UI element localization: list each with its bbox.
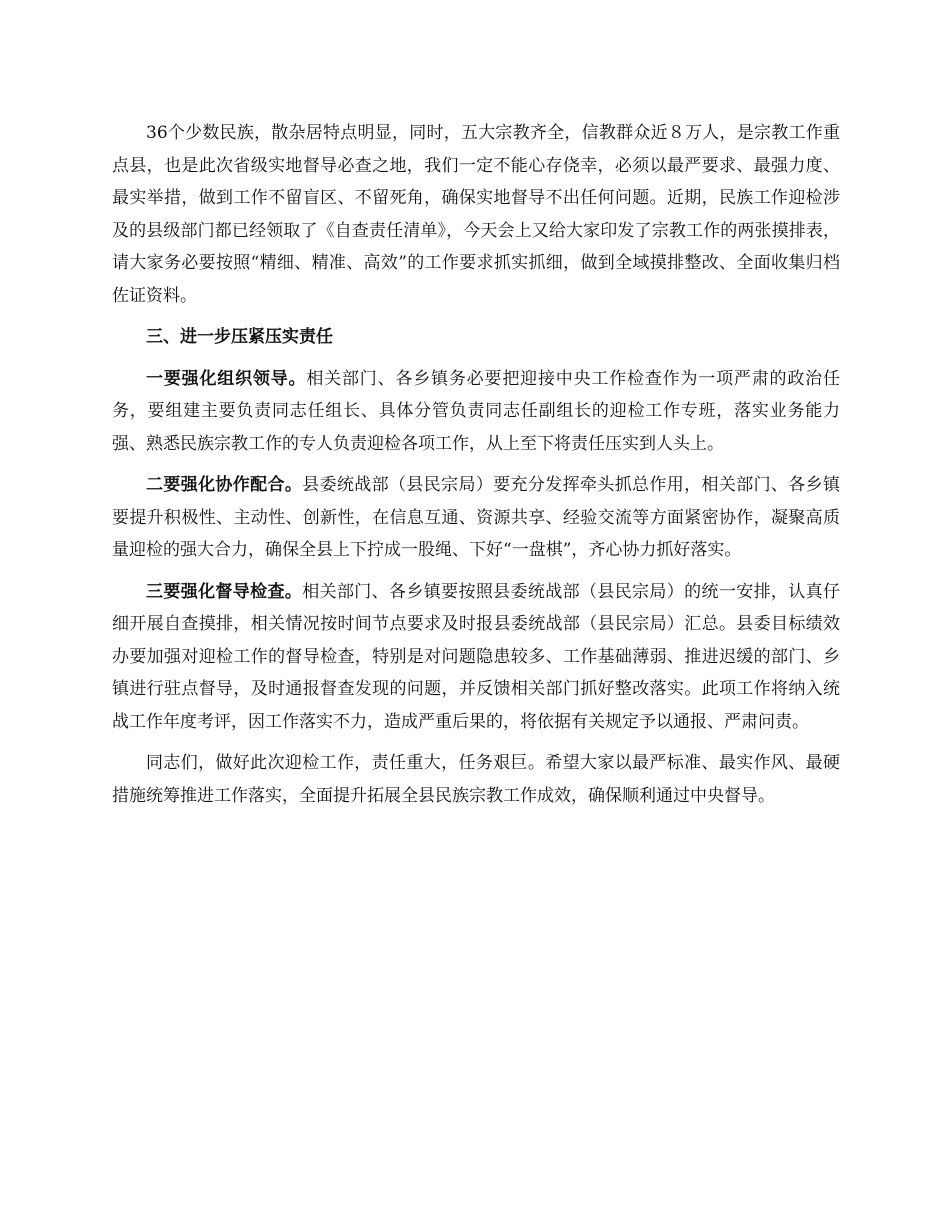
paragraph-item-3 xyxy=(112,576,840,739)
paragraph-closing xyxy=(112,747,840,812)
paragraph-intro xyxy=(112,117,840,312)
item-lead: 二要强化协作配合。 xyxy=(146,475,303,495)
closing-text: 同志们，做好此次迎检工作，责任重大，任务艰巨。希望大家以最严标准、最实作风、最硬措施统筹推进工作落实，全面提升拓展全县民族宗教工作成效，确保顺利通过中央督导。 xyxy=(112,753,840,806)
item-lead: 一要强化组织领导。 xyxy=(146,368,307,389)
paragraph-item-1 xyxy=(112,363,840,461)
paragraph-text: 36个少数民族，散杂居特点明显，同时，五大宗教齐全，信教群众近８万人，是宗教工作重点县，也是此次省级实地督导必查之地，我们一定不能心存侥幸，必须以最严要求、最强力度、最实举措，做到工作不留盲区、不留死角，确保实地督导不出任何问题。近期，民族工作迎检涉及的县级部门都已经领取了《自查责任清单》，今天会上又给大家印发了宗教工作的两张摸排表，请大家务必要按照“精细、精准、高效”的工作要求抓实抓细，做到全域摸排整改、全面收集归档佐证资料。 xyxy=(112,123,840,306)
paragraph-item-2 xyxy=(112,469,840,567)
item-lead: 三要强化督导检查。 xyxy=(146,581,303,602)
document-page xyxy=(112,117,840,821)
item-text: 相关部门、各乡镇要按照县委统战部（县民宗局）的统一安排，认真仔细开展自查摸排，相关情况按时间节点要求及时报县委统战部（县民宗局）汇总。县委目标绩效办要加强对迎检工作的督导检查，特别是对问题隐患较多、工作基础薄弱、推进迟缓的部门、乡镇进行驻点督导，及时通报督查发现的问题，并反馈相关部门抓好整改落实。此项工作将纳入统战工作年度考评，因工作落实不力，造成严重后果的，将依据有关规定予以通报、严肃问责。 xyxy=(112,581,841,732)
item-text: 相关部门、各乡镇务必要把迎接中央工作检查作为一项严肃的政治任务，要组建主要负责同志任组长、具体分管负责同志任副组长的迎检工作专班，落实业务能力强、熟悉民族宗教工作的专人负责迎检各项工作，从上至下将责任压实到人头上。 xyxy=(112,368,841,454)
item-text: 县委统战部（县民宗局）要充分发挥牵头抓总作用，相关部门、各乡镇要提升积极性、主动性、创新性，在信息互通、资源共享、经验交流等方面紧密协作，凝聚高质量迎检的强大合力，确保全县上下拧成一股绳、下好“一盘棋”，齐心协力抓好落实。 xyxy=(112,475,841,560)
section-heading: 三、进一步压紧压实责任 xyxy=(146,327,333,347)
